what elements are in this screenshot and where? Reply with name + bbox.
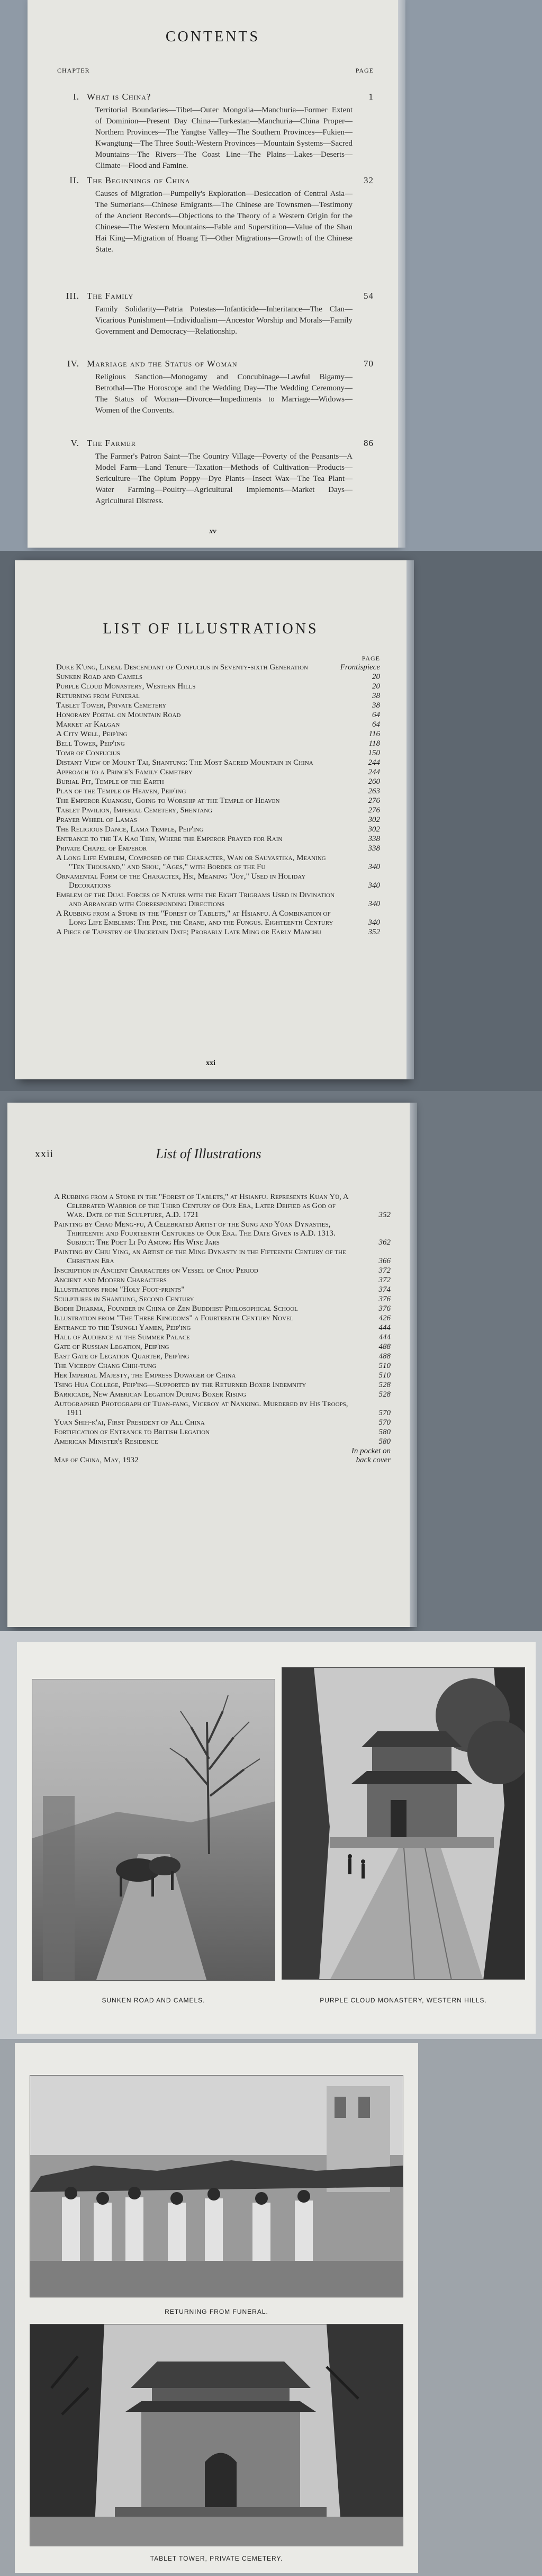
chapter-title: The Family (87, 291, 134, 301)
illustration-title: Map of China, May, 1932 (54, 1456, 139, 1464)
illustration-entry (56, 663, 380, 672)
chapter-heading (57, 175, 374, 186)
illustration-title: Bell Tower, Peip'ing (56, 739, 125, 748)
illustration-title: Entrance to the Ta Kao Tien, Where the Emperor Prayed for Rain (56, 835, 283, 843)
illustration-entry (56, 816, 380, 825)
illustration-entry (54, 1266, 391, 1275)
sunken-road-image (32, 1679, 275, 1981)
illustration-entry (56, 777, 380, 786)
page-edge (398, 0, 405, 548)
illustration-page: 372 (378, 1276, 391, 1284)
top-photo-caption: RETURNING FROM FUNERAL. (165, 2308, 268, 2315)
illustration-page: 263 (368, 787, 380, 795)
illustration-title: Sculptures in Shantung, Second Century (54, 1295, 194, 1303)
illustration-page: 118 (368, 739, 380, 748)
chapter-number: I. (73, 92, 79, 102)
illustration-page: 372 (378, 1266, 391, 1275)
illustration-title: Returning from Funeral (56, 692, 140, 700)
illustration-entry (54, 1390, 391, 1399)
illustration-title: Ancient and Modern Characters (54, 1276, 167, 1284)
chapter-summary: Causes of Migration—Pumpelly's Exploration—Desiccation of Central Asia—The Sumerians—Chinese Emigrants—The Chinese are Townsmen—Testimony of the Ancient Records—Objections to the Theory of a Western Origin for the Chinese—The Western Mountains—Fable and Superstition—Value of the Shan Hai King—Migration of Hoang Ti—Other Migrations—Growth of the Chinese State. (95, 190, 353, 254)
illustration-title: East Gate of Legation Quarter, Peip'ing (54, 1352, 189, 1361)
illustration-page: 376 (378, 1295, 391, 1303)
illustration-page: 374 (378, 1285, 391, 1294)
illustration-entry (56, 758, 380, 767)
illustration-page: 528 (378, 1381, 391, 1389)
illustration-entry (54, 1276, 391, 1285)
illustration-page: 366 (378, 1257, 391, 1265)
illustration-page: 352 (368, 928, 380, 936)
illustration-page: 570 (378, 1418, 391, 1427)
illustration-entry (56, 692, 380, 701)
chapter-summary: Family Solidarity—Patria Potestas—Infanticide—Inheritance—The Clan—Vicarious Punishment—Individualism—Ancestor Worship and Morals—Family Government and Democracy—Relationship. (95, 305, 353, 336)
chapter-summary: Religious Sanction—Monogamy and Concubinage—Lawful Bigamy—Betrothal—The Horoscope and the Wedding Day—The Wedding Ceremony—The Status of Woman—Divorce—Impediments to Marriage—Widows—Women of the Convents. (95, 373, 353, 415)
contents-page (28, 0, 398, 548)
illustrations-continued-photo (0, 1091, 542, 1631)
illustration-page: 580 (378, 1428, 391, 1436)
right-photo-caption: PURPLE CLOUD MONASTERY, WESTERN HILLS. (320, 1997, 487, 2004)
illustration-title: American Minister's Residence (54, 1437, 158, 1446)
illustration-page: 64 (372, 720, 380, 729)
illustration-title: Gate of Russian Legation, Peip'ing (54, 1343, 169, 1351)
illustration-title: Distant View of Mount Tai, Shantung: The Most Sacred Mountain in China (56, 758, 313, 767)
illustration-entry (56, 701, 380, 710)
illustration-page: 338 (368, 835, 380, 843)
illustration-title: Bodhi Dharma, Founder in China of Zen Buddhist Philosophical School (54, 1304, 298, 1313)
running-head: List of Illustrations (156, 1146, 261, 1161)
illustration-title: Her Imperial Majesty, the Empress Dowager of China (54, 1371, 236, 1380)
illustration-page: 20 (372, 682, 380, 691)
illustration-entry (54, 1304, 391, 1313)
chapter-title: The Farmer (87, 438, 136, 448)
illustration-page: 352 (378, 1211, 391, 1219)
illustration-title: Tsing Hua College, Peip'ing—Supported by the Returned Boxer Indemnity (54, 1381, 306, 1389)
page-folio: xxi (206, 1059, 215, 1067)
illustration-entry (54, 1447, 391, 1465)
illustration-entry (54, 1295, 391, 1304)
page-folio: xv (209, 527, 216, 535)
photo-plate-spread (0, 1631, 542, 2039)
illustration-title: Illustrations from "Holy Foot-prints" (54, 1285, 185, 1294)
illustration-entry (54, 1333, 391, 1342)
monastery-photo (282, 1667, 525, 1980)
illustration-title: Autographed Photograph of Tuan-fang, Viceroy at Nanking. Murdered by His Troops, 1911 (54, 1400, 348, 1417)
illustration-entry (56, 909, 380, 927)
illustration-title: Fortification of Entrance to British Legation (54, 1428, 210, 1436)
chapter-title: The Beginnings of China (87, 175, 191, 185)
illustration-title: Purple Cloud Monastery, Western Hills (56, 682, 196, 691)
chapter-number: IV. (67, 359, 79, 369)
chapter-page: 54 (364, 291, 374, 301)
illustration-title: Tablet Pavilion, Imperial Cemetery, Shentang (56, 806, 213, 815)
illustration-title: Illustration from "The Three Kingdoms" a Fourteenth Century Novel (54, 1314, 294, 1322)
illustrations-page-photo (0, 551, 542, 1091)
illustration-list (56, 663, 380, 937)
illustration-entry (54, 1400, 391, 1418)
illustration-entry (54, 1428, 391, 1437)
illustration-page: 510 (378, 1362, 391, 1370)
illustration-entry (56, 872, 380, 890)
funeral-image (30, 2076, 403, 2297)
illustration-title: Tablet Tower, Private Cemetery (56, 701, 167, 710)
chapter-heading (57, 91, 374, 103)
funeral-photo (30, 2075, 403, 2297)
illustration-entry (54, 1248, 391, 1266)
illustration-page: 38 (372, 701, 380, 710)
illustration-title: Barricade, New American Legation During Boxer Rising (54, 1390, 246, 1399)
chapter-entry (57, 175, 374, 255)
illustration-title: Entrance to the Tsungli Yamen, Peip'ing (54, 1323, 191, 1332)
illustration-entry (54, 1193, 391, 1220)
contents-page-photo (0, 0, 542, 551)
illustration-entry (56, 825, 380, 834)
illustration-title: Duke K'ung, Lineal Descendant of Confucius in Seventy-sixth Generation (56, 663, 308, 672)
monastery-image (282, 1668, 525, 1980)
illustration-page: 426 (378, 1314, 391, 1322)
illustration-page: 510 (378, 1371, 391, 1380)
chapter-entry (57, 290, 374, 337)
illustration-title: Painting by Chiu Ying, an Artist of the Ming Dynasty in the Fifteenth Century of the Christian Era (54, 1248, 346, 1265)
chapter-heading (57, 437, 374, 449)
contents-title: CONTENTS (165, 29, 260, 45)
page-edge (406, 560, 414, 1079)
illustration-title: Honorary Portal on Mountain Road (56, 711, 181, 719)
illustration-title: Tomb of Confucius (56, 749, 120, 757)
illustration-entry (56, 844, 380, 853)
illustration-title: Approach to a Prince's Family Cemetery (56, 768, 193, 776)
illustration-title: Hall of Audience at the Summer Palace (54, 1333, 190, 1341)
illustration-title: Yuan Shih-k'ai, First President of All China (54, 1418, 205, 1427)
page-folio: xxii (35, 1148, 54, 1160)
illustration-entry (54, 1371, 391, 1380)
illustration-entry (56, 711, 380, 720)
sunken-road-photo (32, 1679, 275, 1981)
illustration-entry (56, 787, 380, 796)
illustrations-continued-page (7, 1103, 410, 1627)
illustration-page: 244 (368, 758, 380, 767)
illustration-entry (56, 797, 380, 806)
chapter-page: 32 (364, 175, 374, 185)
illustration-page: 580 (378, 1437, 391, 1446)
illustration-page: 244 (368, 768, 380, 776)
illustration-entry (56, 739, 380, 748)
illustration-title: Ornamental Form of the Character, Hsi, Meaning "Joy," Used in Holiday Decorations (56, 872, 306, 890)
illustrations-page (15, 560, 406, 1079)
chapter-page: 86 (364, 438, 374, 448)
chapter-number: V. (70, 438, 79, 448)
illustration-page: 488 (378, 1352, 391, 1361)
illustration-page: 20 (372, 673, 380, 681)
illustration-page: 340 (368, 900, 380, 908)
illustration-entry (56, 891, 380, 909)
illustration-entry (54, 1437, 391, 1446)
bottom-photo-caption: TABLET TOWER, PRIVATE CEMETERY. (150, 2555, 283, 2562)
illustration-title: Burial Pit, Temple of the Earth (56, 777, 164, 786)
illustration-entry (54, 1285, 391, 1294)
illustration-entry (56, 806, 380, 815)
illustration-page: 528 (378, 1390, 391, 1399)
illustration-page: 260 (368, 777, 380, 786)
illustration-title: A Rubbing from a Stone in the "Forest of Tablets," at Hsianfu. A Combination of Long Life Emblems: The Pine, the Crane, and the Fungus. Eighteenth Century (56, 909, 333, 927)
chapter-title: Marriage and the Status of Woman (87, 359, 238, 369)
illustrations-title: LIST OF ILLUSTRATIONS (103, 621, 319, 637)
illustration-entry (56, 854, 380, 872)
illustration-title: Emblem of the Dual Forces of Nature with the Eight Trigrams Used in Divination and Arranged with Corresponding Directions (56, 891, 335, 908)
illustration-page: In pocket on back cover (351, 1447, 391, 1464)
illustration-list (54, 1193, 391, 1465)
illustration-title: Market at Kalgan (56, 720, 120, 729)
illustration-page: 64 (372, 711, 380, 719)
illustration-page: 444 (378, 1333, 391, 1341)
photo-plate-page (0, 2039, 542, 2576)
chapter-number: III. (66, 291, 79, 301)
chapter-heading (57, 290, 374, 302)
illustration-page: 302 (368, 825, 380, 834)
chapter-page: 1 (368, 92, 374, 102)
illustration-entry (54, 1381, 391, 1390)
illustration-page: 362 (378, 1238, 391, 1247)
illustration-entry (56, 749, 380, 758)
left-photo-caption: SUNKEN ROAD AND CAMELS. (102, 1997, 205, 2004)
contents-column-header (57, 67, 374, 75)
illustration-page: 116 (368, 730, 380, 738)
chapter-entry (57, 91, 374, 172)
chapter-entry (57, 437, 374, 507)
illustration-page: 376 (378, 1304, 391, 1313)
illustration-page: 302 (368, 816, 380, 824)
chapter-label: CHAPTER (57, 67, 90, 74)
illustration-page: 340 (368, 918, 380, 927)
chapter-number: II. (69, 175, 79, 185)
page-label: PAGE (362, 655, 380, 662)
chapter-page: 70 (364, 359, 374, 369)
illustration-entry (56, 835, 380, 844)
illustration-page: Frontispiece (340, 663, 380, 672)
illustration-entry (56, 928, 380, 937)
illustration-entry (56, 730, 380, 739)
illustration-entry (54, 1352, 391, 1361)
illustration-page: 340 (368, 863, 380, 871)
tablet-tower-image (30, 2324, 403, 2546)
illustration-title: The Religious Dance, Lama Temple, Peip'ing (56, 825, 204, 834)
illustration-title: A Rubbing from a Stone in the "Forest of Tablets," at Hsianfu. Represents Kuan Yü, A Celebrated Warrior of the Third Century of Our Era, Later Deified as God of War. Date of the Sculpture, A.D. 1721 (54, 1193, 348, 1219)
illustration-page: 570 (378, 1409, 391, 1417)
illustration-entry (56, 768, 380, 777)
chapter-title: What is China? (87, 92, 151, 102)
illustration-entry (56, 682, 380, 691)
illustration-title: Inscription in Ancient Characters on Vessel of Chou Period (54, 1266, 258, 1275)
illustration-entry (54, 1362, 391, 1371)
illustration-entry (54, 1323, 391, 1332)
illustration-page: 276 (368, 797, 380, 805)
illustration-title: Private Chapel of Emperor (56, 844, 147, 853)
chapter-summary: Territorial Boundaries—Tibet—Outer Mongolia—Manchuria—Former Extent of Dominion—Present Day China—Turkestan—Manchuria—China Proper—Northern Provinces—The Yangtse Valley—The Southern Provinces—Fukien—Kwangtung—The Three South-Western Provinces—Mountain Systems—Sacred Mountains—The Rivers—The Coast Line—The Plains—Lakes—Deserts—Climate—Flood and Famine. (95, 106, 353, 170)
illustration-page: 150 (368, 749, 380, 757)
illustration-page: 488 (378, 1343, 391, 1351)
illustration-title: Painting by Chao Meng-fu, A Celebrated Artist of the Sung and Yüan Dynasties, Thirteenth and Fourteenth Centuries of Our Era. The Date Given is A.D. 1313. Subject: The Poet Li Po Among His Wine Jars (54, 1220, 336, 1247)
illustration-title: Sunken Road and Camels (56, 673, 143, 681)
illustration-title: A Piece of Tapestry of Uncertain Date; Probably Late Ming or Early Manchu (56, 928, 321, 936)
illustration-title: Plan of the Temple of Heaven, Peip'ing (56, 787, 186, 795)
illustration-page: 340 (368, 881, 380, 890)
illustration-title: A City Well, Peip'ing (56, 730, 128, 738)
plate-page (15, 2043, 418, 2573)
illustration-title: Prayer Wheel of Lamas (56, 816, 137, 824)
illustration-page: 38 (372, 692, 380, 700)
illustration-entry (54, 1220, 391, 1247)
page-label: PAGE (355, 67, 374, 74)
illustration-entry (54, 1418, 391, 1427)
illustration-title: The Emperor Kuangsu, Going to Worship at the Temple of Heaven (56, 797, 280, 805)
illustration-page: 338 (368, 844, 380, 853)
illustration-page: 276 (368, 806, 380, 815)
illustration-entry (54, 1343, 391, 1352)
chapter-heading (57, 358, 374, 370)
illustration-title: A Long Life Emblem, Composed of the Character, Wan or Sauvastika, Meaning "Ten Thousand," and Shou, "Ages," with Border of the Fu (56, 854, 326, 871)
illustration-entry (56, 720, 380, 729)
illustration-entry (54, 1314, 391, 1323)
page-edge (410, 1103, 417, 1627)
plate-page (17, 1642, 536, 2034)
illustration-page: 444 (378, 1323, 391, 1332)
chapter-summary: The Farmer's Patron Saint—The Country Village—Poverty of the Peasants—A Model Farm—Land Tenure—Taxation—Methods of Cultivation—Products—Sericulture—The Opium Poppy—Dye Plants—Insect Wax—The Tea Plant—Water Farming—Poultry—Agricultural Implements—Market Days—Agricultural Distress. (95, 452, 353, 505)
illustration-entry (56, 673, 380, 682)
illustration-title: The Viceroy Chang Chih-tung (54, 1362, 157, 1370)
tablet-tower-photo (30, 2324, 403, 2546)
chapter-entry (57, 358, 374, 416)
